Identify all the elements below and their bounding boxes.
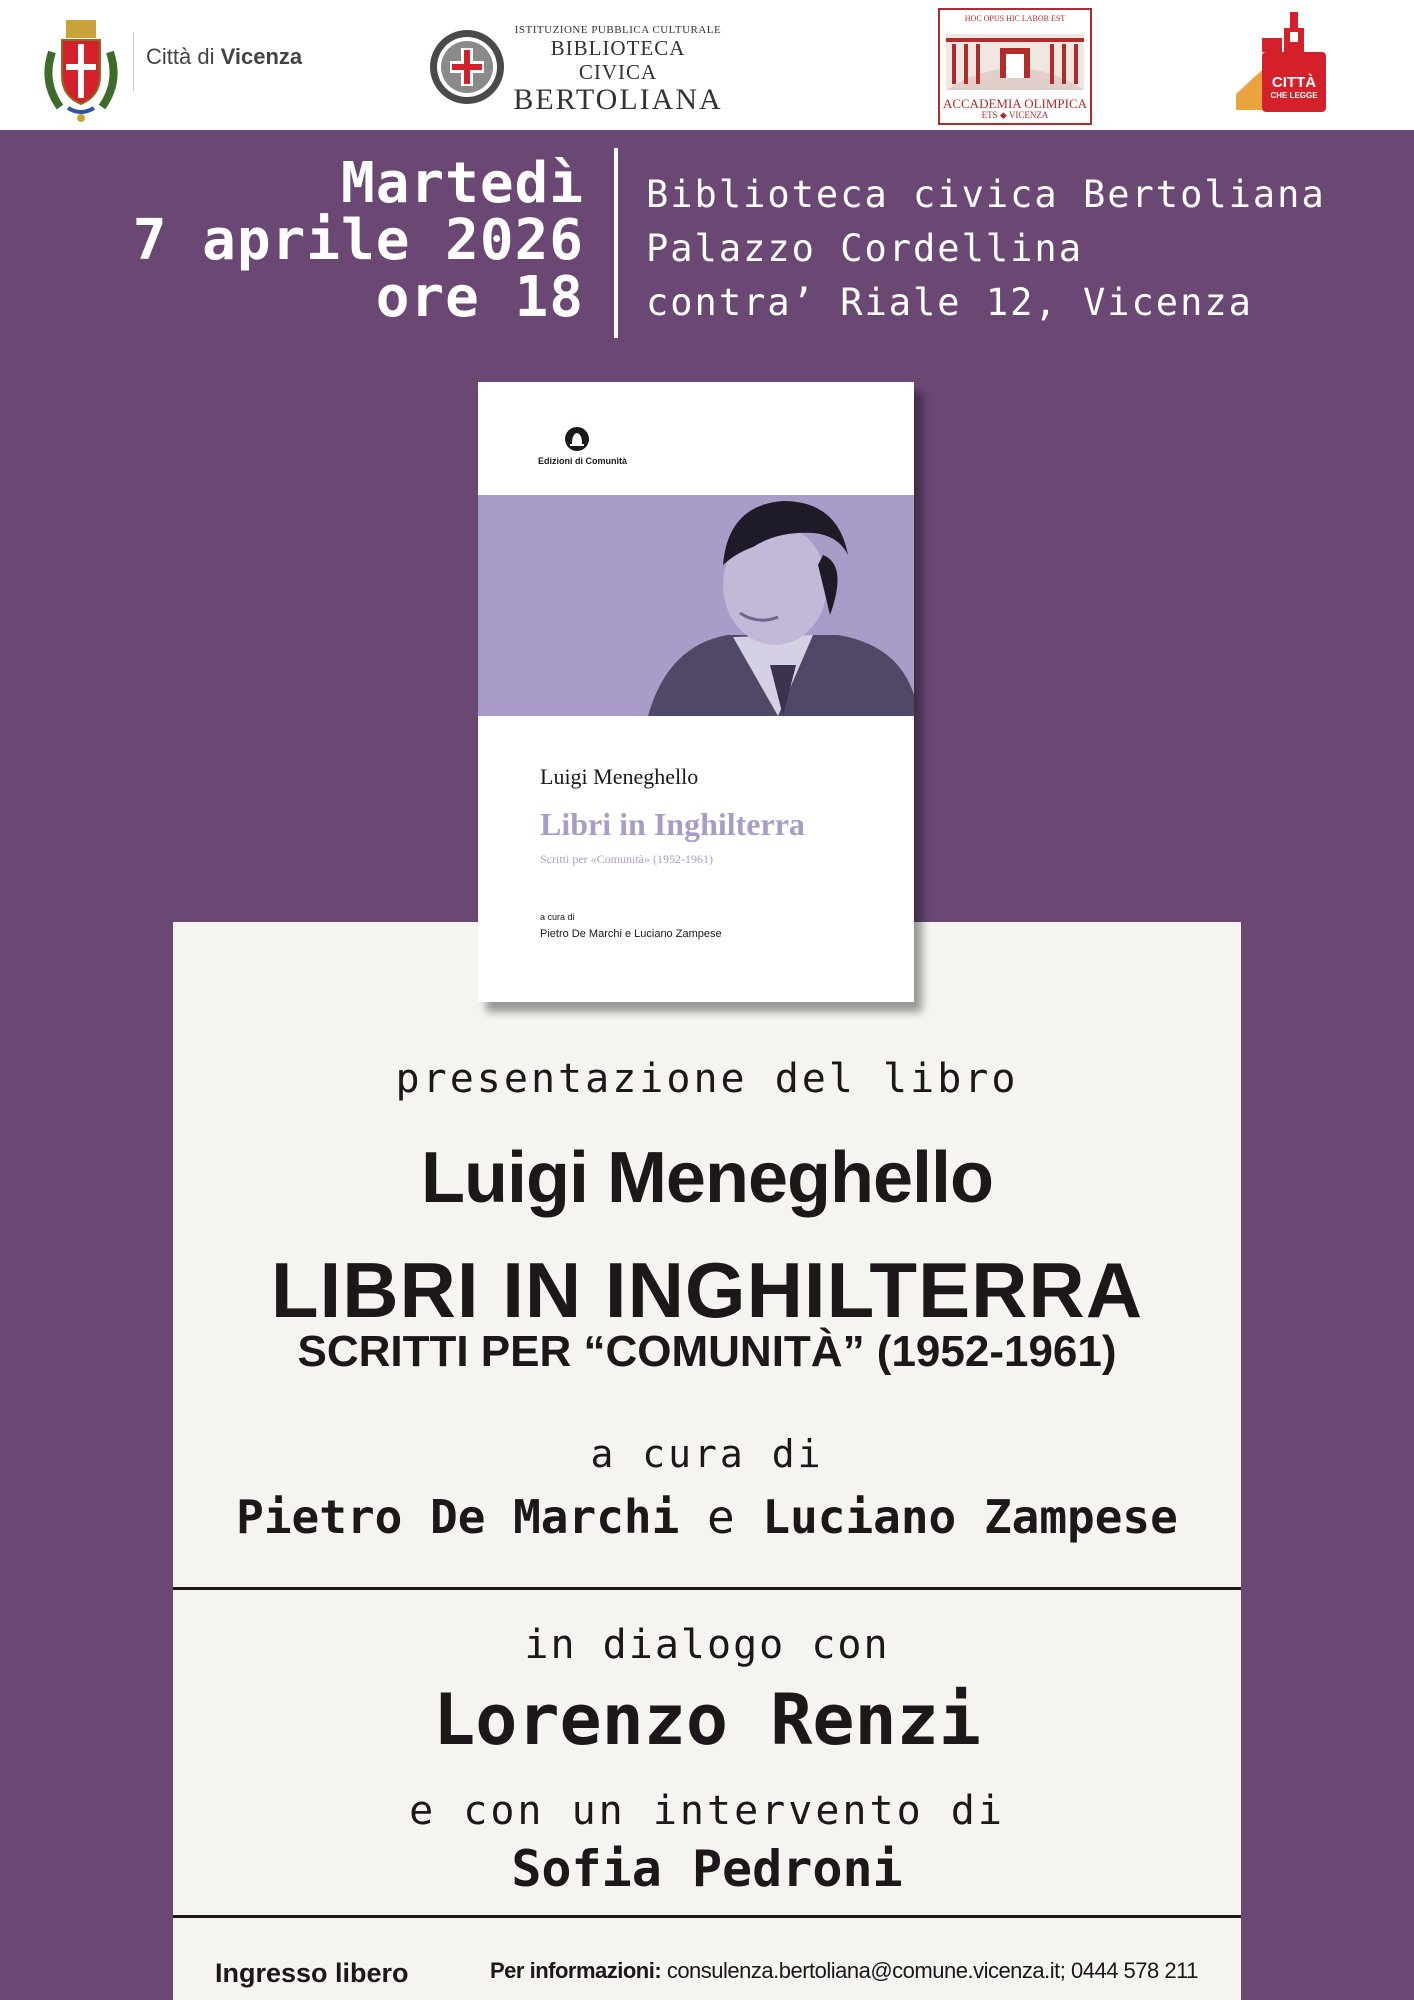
editor-2: Luciano Zampese xyxy=(762,1490,1178,1544)
library-name: ISTITUZIONE PUBBLICA CULTURALE BIBLIOTECA CIVICA BERTOLIANA xyxy=(513,24,723,116)
logo-header xyxy=(0,0,1414,130)
editors-line xyxy=(173,1490,1241,1544)
event-weekday: Martedì xyxy=(340,151,584,216)
book-subtitle: SCRITTI PER “COMUNITÀ” (1952-1961) xyxy=(297,1327,1117,1376)
section-divider xyxy=(173,1587,1241,1590)
intro-text: presentazione del libro xyxy=(395,1056,1019,1102)
city-label: Città di Vicenza xyxy=(146,44,303,69)
book-title: LIBRI IN INGHILTERRA xyxy=(270,1246,1144,1334)
dialogue-name: Lorenzo Renzi xyxy=(433,1679,981,1761)
publisher-bell-icon xyxy=(564,426,590,452)
header-divider xyxy=(133,32,134,92)
intervention-name: Sofia Pedroni xyxy=(511,1840,903,1898)
main-panel xyxy=(173,922,1241,2000)
editor-join: e xyxy=(706,1490,735,1544)
intervention-label: e con un intervento di xyxy=(409,1788,1005,1834)
info-label: Per informazioni: xyxy=(490,1958,662,1983)
cover-subtitle: Scritti per «Comunità» (1952-1961) xyxy=(540,852,713,866)
venue-line-3: contra’ Riale 12, Vicenza xyxy=(646,281,1253,324)
book-author: Luigi Meneghello xyxy=(421,1138,993,1218)
info-line xyxy=(490,1958,1198,1984)
citta-che-legge-logo: CITTÀ CHE LEGGE xyxy=(1232,10,1332,116)
cover-editors: Pietro De Marchi e Luciano Zampese xyxy=(540,928,722,940)
entry-note: Ingresso libero xyxy=(215,1958,409,1988)
event-date-block xyxy=(132,151,584,330)
cover-author: Luigi Meneghello xyxy=(540,764,699,789)
info-contact: consulenza.bertoliana@comune.vicenza.it; 0444 578 211 xyxy=(666,1958,1198,1983)
editor-1: Pietro De Marchi xyxy=(236,1490,680,1544)
event-venue-block xyxy=(646,168,1326,330)
event-time: ore 18 xyxy=(375,265,584,330)
dialogue-label: in dialogo con xyxy=(524,1622,890,1668)
accademia-olimpica-logo: HOC OPUS HIC LABOR EST ACCADEMIA OLIMPICA ETS ◆ VICENZA xyxy=(938,8,1092,125)
vicenza-crest-logo xyxy=(38,12,124,124)
book-cover-image xyxy=(478,382,914,1002)
venue-line-2: Palazzo Cordellina xyxy=(646,227,1083,270)
cover-editors-label: a cura di xyxy=(540,912,575,922)
cover-publisher: Edizioni di Comunità xyxy=(538,456,627,466)
event-divider xyxy=(614,148,618,338)
event-date: 7 aprile 2026 xyxy=(132,208,584,273)
bertoliana-seal-logo xyxy=(428,28,506,106)
footer-divider xyxy=(173,1915,1241,1918)
curated-label: a cura di xyxy=(590,1432,824,1476)
venue-line-1: Biblioteca civica Bertoliana xyxy=(646,173,1326,216)
cover-title: Libri in Inghilterra xyxy=(540,806,805,842)
author-photo xyxy=(478,495,914,716)
